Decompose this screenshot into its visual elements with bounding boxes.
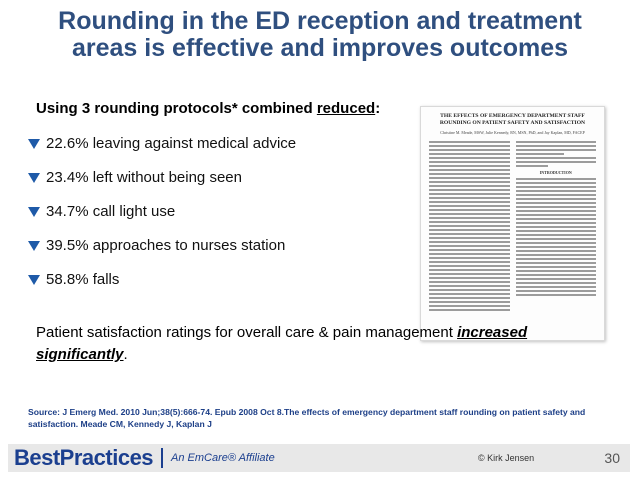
bullet-text: 22.6% leaving against medical advice <box>46 134 297 152</box>
article-columns <box>429 141 596 313</box>
intro-prefix: Using 3 rounding protocols* combined <box>36 100 317 117</box>
bullet-text: 58.8% falls <box>46 270 120 288</box>
footer-bar <box>8 444 630 472</box>
article-authors: Christine M. Meade, MSW, Julie Kennedy, RN, MSN, PhD, and Jay Kaplan, MD, FACEP <box>440 130 585 135</box>
satisfaction-suffix: . <box>123 346 128 363</box>
bullet-item <box>28 228 296 262</box>
brand-tagline: An EmCare® Affiliate <box>171 452 275 464</box>
article-section-heading: INTRODUCTION <box>539 170 572 175</box>
intro-emphasis: reduced <box>316 100 376 117</box>
bullet-text: 34.7% call light use <box>46 202 176 220</box>
slide-title <box>20 8 620 62</box>
bullet-text: 23.4% left without being seen <box>46 168 242 186</box>
bullet-item <box>28 262 296 296</box>
bullet-triangle-icon <box>28 207 40 217</box>
bullet-triangle-icon <box>28 241 40 251</box>
article-column-right <box>516 141 597 313</box>
copyright-notice: © Kirk Jensen <box>478 453 535 463</box>
article-title: THE EFFECTS OF EMERGENCY DEPARTMENT STAFF ROUNDING ON PATIENT SAFETY AND SATISFACTION <box>439 113 586 126</box>
bullet-text: 39.5% approaches to nurses station <box>46 236 286 254</box>
satisfaction-body: Patient satisfaction ratings for overall care & pain management <box>36 324 458 341</box>
bullet-item <box>28 126 296 160</box>
page-number: 30 <box>604 450 620 466</box>
bullet-item <box>28 194 296 228</box>
article-column-left <box>429 141 510 313</box>
bullet-item <box>28 160 296 194</box>
intro-text <box>36 100 380 117</box>
slide-title-line-1: Rounding in the ED reception and treatment <box>58 7 582 35</box>
brand-divider <box>161 448 163 468</box>
outcome-bullet-list <box>28 126 296 296</box>
brand-logo: BestPractices <box>14 445 154 470</box>
bullet-triangle-icon <box>28 139 40 149</box>
satisfaction-emphasis: increased significantly <box>36 324 528 363</box>
satisfaction-text <box>36 322 576 366</box>
intro-suffix: : <box>375 100 381 117</box>
bullet-triangle-icon <box>28 275 40 285</box>
slide-title-line-2: areas is effective and improves outcomes <box>71 34 569 62</box>
source-citation: Source: J Emerg Med. 2010 Jun;38(5):666-74. Epub 2008 Oct 8.The effects of emergency department staff rounding on patient safety and satisfaction. Meade CM, Kennedy J, Kaplan J <box>28 407 586 429</box>
journal-article-thumbnail <box>420 106 605 341</box>
bullet-triangle-icon <box>28 173 40 183</box>
